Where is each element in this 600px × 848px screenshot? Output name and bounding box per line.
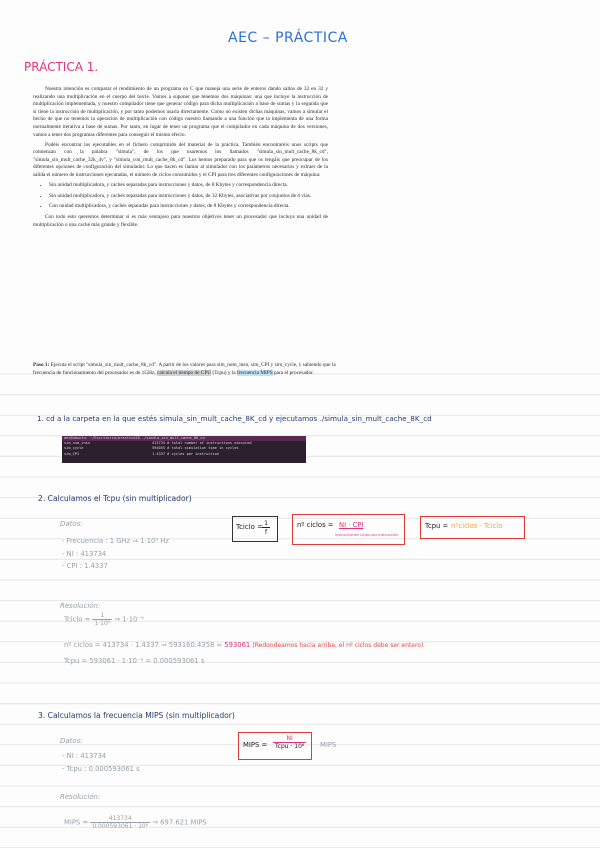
formula-box-tcpu: Tcpu = nºciclos · Tciclo (420, 516, 525, 539)
step1-instruction: 1. cd a la carpeta en la que estés simula_sin_mult_cache_8K_cd y ejecutamos ./simula_sin_mult_cache_8K_cd (37, 414, 432, 423)
calc-mips: MIPS = $\frac{413734}{\text{0.000593061 · 10⁶}}$ ⇒ 697.621 MIPS (64, 815, 207, 830)
step-tail: para el procesador. (274, 370, 314, 376)
step-and: y la (227, 370, 236, 376)
resolucion-label: Resolución: (60, 793, 101, 801)
mips-unit: MIPS (320, 741, 337, 749)
section-2-title: 2. Calculamos el Tcpu (sin multiplicador) (38, 494, 192, 503)
step-label: Paso 1: (33, 362, 50, 368)
printed-paragraph: Con todo esto queremos determinar si es más ventajoso para nuestros objetivos tener un procesador que incluya una unidad de multiplicación o una caché más grande y flexible. (33, 213, 328, 228)
dato-cpi: - CPI : 1.4337 (62, 562, 108, 570)
terminal-row: sim_num_insn 413734 # total number of instructions executed (64, 441, 252, 445)
section-heading: PRÁCTICA 1. (24, 60, 99, 74)
section-3-title: 3. Calculamos la frecuencia MIPS (sin multiplicador) (38, 711, 235, 720)
calc-tciclo: Tciclo = $\frac{1}{\text{1·10⁹}}$ ⇒ 1·10⁻⁹ (64, 612, 144, 627)
highlight-tcpu: calcula el tiempo de CPU (156, 370, 212, 376)
formula-box-nciclos: nº ciclos = NI · CPI instrucciones ciclos por instrucción (292, 514, 405, 545)
highlight-mips: frecuencia MIPS (236, 370, 273, 376)
printed-paragraph: Podéis encontrar los ejecutables en el fichero comprimido del material de la práctica. También encontraréis unos scripts que comienzan con la palabra "simula", de los que usaremos los llamados "simula_sin_mult_cache_8k_cd", "simula_sin_mult_cache_32k_4v", y "simula_con_mult_cache_8k_cd". Los hemos preparado para que os tengáis que preocupar de los diferentes opciones de configuración del simulador. Lo que hacen es llamar al simulador con los parámetros necesarios y extraer de la salida el número de instrucciones ejecutadas, el número de ciclos consumidos y el CPI para tres diferentes configuraciones de máquina: (33, 141, 328, 179)
dato-frecuencia: - Frecuencia : 1 GHz ⇒ 1·10⁹ Hz (62, 537, 169, 545)
datos-label: Datos: (60, 520, 83, 528)
dato-ni: - NI : 413734 (62, 752, 107, 760)
config-list (33, 182, 328, 211)
step-instructions (33, 361, 343, 377)
calc-tcpu: Tcpu = 593061 · 1·10⁻⁹ = 0.000593061 s (64, 657, 205, 665)
terminal-row: sim_CPI 1.4337 # cycles per instruction (64, 451, 220, 456)
printed-paragraph: Nuestra intención es comparar el rendimiento de un programa en C que maneja una serie de enteros dando saltos de 32 en 32 y realizando una multiplicación en el cuerpo del bucle. Vamos a suponer que tenemos dos máquinas: una que incluye la instrucción de multiplicación implementada, y nuestro compilador tiene que generar código para dicha multiplicación a base de sumas y la segunda que si tiene la instrucción de multiplicación, y por tanto podemos usarla directamente. Como no existen dichas máquinas, vamos a simular el hecho de que no tenemos la operación de multiplicación con código nuestro llamando a una función que la implementa de una forma normalmente iterativa a base de sumas. Por tanto, en lugar de tener un programa que el compilador en cada máquina de dos versiones, vamos a tener dos programas diferentes para conseguir el mismo efecto. (33, 86, 328, 138)
terminal-row: sim_cycle 594055 # total simulation time in cycles (64, 446, 239, 451)
resolucion-label: Resolución: (60, 602, 101, 610)
dato-tcpu: - Tcpu : 0.000593061 s (62, 765, 140, 773)
printed-excerpt (33, 86, 328, 232)
step-text: Ejecuta el script "simula_sin_mult_cache_8k_cd". A partir de los valores para sim_num_insn, sim_CPI y sim_cycle, y sabiendo que la frecuencia de funcionamiento del procesador es de 1GHz, (33, 362, 336, 376)
tcpu-symbol: (Tcpu) (212, 370, 227, 376)
dato-ni: - NI : 413734 (62, 550, 107, 558)
datos-label: Datos: (60, 737, 83, 745)
terminal-output (62, 436, 306, 463)
list-item: • Sin unidad multiplicadora, y cachés separadas para instrucciones y datos, de 32 Kbytes, asociativas por conjuntos de 4 vías. (49, 193, 328, 201)
formula-box-mips: MIPS = NI Tcpu · 10⁶ (238, 732, 312, 760)
calc-nciclos: nº ciclos = 413734 · 1.4337 ⇒ 593160.4358 ≈ 593061 (Redondeamos hacia arriba, el nº ciclos debe ser entero) (64, 641, 424, 649)
page-title: AEC – PRÁCTICA (228, 30, 348, 46)
formula-box-tciclo: Tciclo = $\frac{1}{f}$ (232, 516, 278, 542)
list-item: • Sin unidad multiplicadora, y cachés separadas para instrucciones y datos, de 8 Kbytes y correspondencia directa. (49, 182, 328, 190)
terminal-titlebar: aec@ubuntu: ~/Escritorio/practica1$ ./simula_sin_mult_cache_8K_cd (62, 436, 306, 441)
list-item: • Con unidad multiplicadora, y cachés separadas para instrucciones y datos, de 8 Kbytes y correspondencia directa. (49, 203, 328, 211)
